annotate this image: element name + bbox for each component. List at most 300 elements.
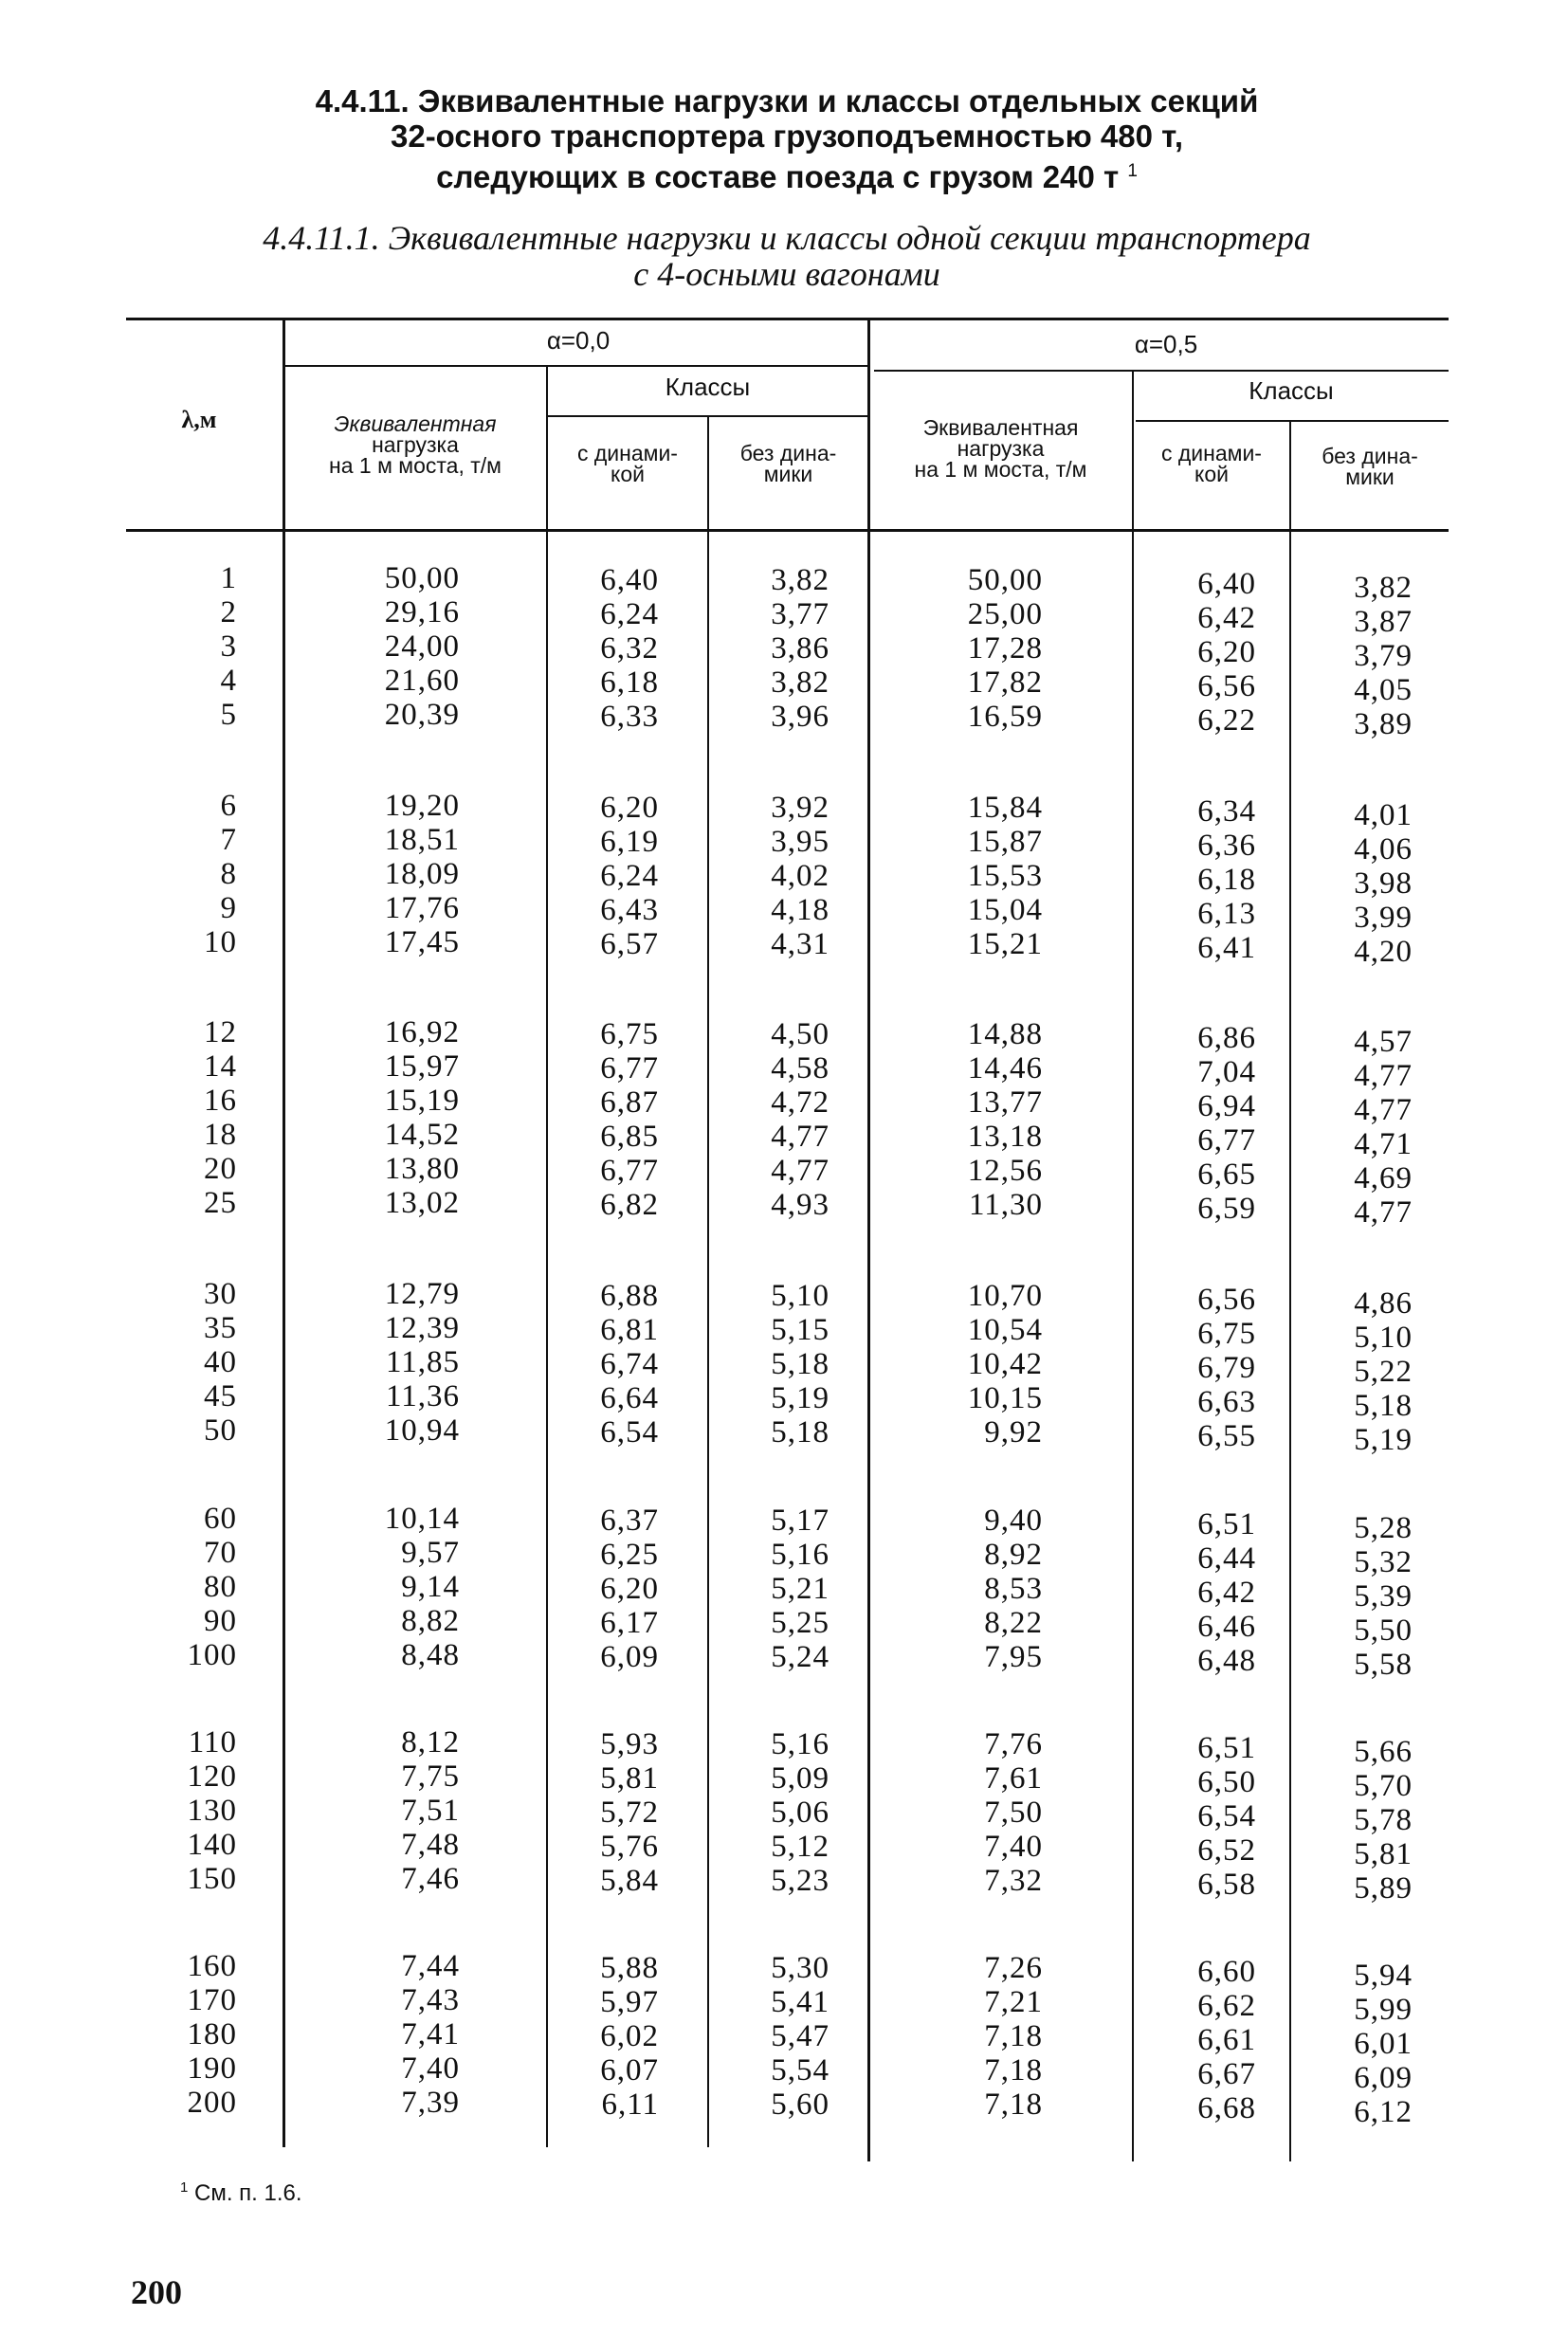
table-group-6-eq_a5-column [929, 1727, 1043, 1898]
eq-load-alpha5-cell: 10,70 [967, 1279, 1043, 1313]
eq-load-alpha0-cell: 7,46 [401, 1862, 460, 1896]
header-with-dyn-line-1: с динами- [1161, 441, 1262, 465]
class-nodyn-alpha5-cell: 5,81 [1354, 1837, 1413, 1871]
lambda-cell: 120 [187, 1759, 237, 1794]
header-no-dyn-alpha0 [709, 443, 867, 484]
class-nodyn-alpha5-cell: 6,01 [1354, 2027, 1413, 2061]
class-dyn-alpha0-cell: 6,11 [601, 2088, 659, 2122]
class-nodyn-alpha5-cell: 4,77 [1354, 1093, 1413, 1127]
class-nodyn-alpha0-cell: 4,72 [771, 1085, 830, 1120]
subsection-title-line-1: 4.4.11.1. Эквивалентные нагрузки и классы одной секции транспортера [263, 219, 1311, 257]
eq-load-alpha0-cell: 19,20 [384, 789, 460, 823]
lambda-cell: 18 [204, 1118, 237, 1152]
lambda-column-divider [283, 318, 285, 2147]
class-dyn-alpha0-cell: 6,40 [600, 563, 659, 597]
lambda-cell: 60 [204, 1502, 237, 1536]
table-group-6-nodyn_a5-column [1322, 1735, 1413, 1905]
table-group-5-eq_a5-column [929, 1504, 1043, 1674]
eq-load-alpha5-cell: 7,50 [984, 1796, 1043, 1830]
table-group-1-dyn_a5-column [1166, 567, 1256, 738]
lambda-cell: 2 [220, 595, 237, 629]
class-dyn-alpha0-cell: 6,81 [600, 1313, 659, 1347]
class-dyn-alpha5-cell: 6,34 [1197, 794, 1256, 829]
class-dyn-alpha0-cell: 6,18 [600, 665, 659, 700]
table-group-4-dyn_a5-column [1166, 1283, 1256, 1453]
eq-load-alpha5-cell: 7,18 [984, 2053, 1043, 2088]
class-dyn-alpha5-cell: 6,56 [1197, 1283, 1256, 1317]
eq-load-alpha5-cell: 25,00 [967, 597, 1043, 631]
table-group-5-dyn_a5-column [1166, 1507, 1256, 1678]
footnote [180, 2179, 302, 2207]
class-nodyn-alpha5-cell: 5,32 [1354, 1545, 1413, 1579]
class-dyn-alpha0-cell: 6,64 [600, 1381, 659, 1415]
class-dyn-alpha5-cell: 6,36 [1197, 829, 1256, 863]
class-nodyn-alpha5-cell: 5,70 [1354, 1769, 1413, 1803]
table-group-7-dyn_a0-column [569, 1951, 659, 2122]
eq-load-alpha0-cell: 7,40 [401, 2051, 460, 2086]
class-nodyn-alpha0-cell: 4,77 [771, 1154, 830, 1188]
section-title-line-3-text: следующих в составе поезда с грузом 240 т [436, 159, 1120, 194]
class-dyn-alpha5-cell: 6,42 [1197, 1576, 1256, 1610]
class-nodyn-alpha5-cell: 5,19 [1354, 1423, 1413, 1457]
eq-load-alpha0-cell: 7,43 [401, 1983, 460, 2017]
eq-load-alpha5-cell: 7,40 [984, 1830, 1043, 1864]
lambda-cell: 5 [220, 698, 237, 732]
eq-load-alpha5-cell: 8,22 [984, 1606, 1043, 1640]
header-alpha-0: α=0,0 [546, 326, 611, 355]
class-nodyn-alpha0-cell: 5,41 [771, 1985, 830, 2019]
class-dyn-alpha0-cell: 6,20 [600, 791, 659, 825]
class-dyn-alpha0-cell: 6,87 [600, 1085, 659, 1120]
class-dyn-alpha5-cell: 6,60 [1197, 1955, 1256, 1989]
class-dyn-alpha0-cell: 5,76 [600, 1830, 659, 1864]
class-dyn-alpha0-cell: 6,24 [600, 859, 659, 893]
table-group-6-lambda-column [133, 1725, 237, 1896]
header-bottom-rule [126, 529, 1449, 532]
table-group-3-dyn_a5-column [1166, 1021, 1256, 1226]
class-dyn-alpha5-cell: 6,63 [1197, 1385, 1256, 1419]
class-nodyn-alpha0-cell: 3,96 [771, 700, 830, 734]
lambda-cell: 12 [204, 1015, 237, 1049]
class-nodyn-alpha0-cell: 5,09 [771, 1761, 830, 1796]
class-dyn-alpha0-cell: 5,81 [600, 1761, 659, 1796]
class-nodyn-alpha0-cell: 5,17 [771, 1504, 830, 1538]
alpha0-classes-divider [707, 415, 709, 2147]
table-group-6-dyn_a0-column [569, 1727, 659, 1898]
class-nodyn-alpha5-cell: 3,79 [1354, 639, 1413, 673]
header-no-dyn-line-2: мики [1345, 465, 1395, 489]
eq-load-alpha5-cell: 15,84 [967, 791, 1043, 825]
class-dyn-alpha5-cell: 6,52 [1197, 1833, 1256, 1868]
eq-load-alpha5-cell: 17,28 [967, 631, 1043, 665]
eq-load-alpha5-cell: 10,54 [967, 1313, 1043, 1347]
table-group-3-eq_a0-column [351, 1015, 460, 1220]
class-dyn-alpha0-cell: 6,17 [600, 1606, 659, 1640]
lambda-cell: 8 [220, 857, 237, 891]
table-group-2-nodyn_a5-column [1322, 798, 1413, 969]
table-group-2-dyn_a5-column [1166, 794, 1256, 965]
class-nodyn-alpha0-cell: 5,25 [771, 1606, 830, 1640]
class-dyn-alpha5-cell: 6,94 [1197, 1089, 1256, 1123]
table-group-6-dyn_a5-column [1166, 1731, 1256, 1902]
lambda-cell: 80 [204, 1570, 237, 1604]
eq-load-alpha0-cell: 11,85 [385, 1345, 460, 1379]
class-dyn-alpha0-cell: 6,88 [600, 1279, 659, 1313]
class-nodyn-alpha0-cell: 5,21 [771, 1572, 830, 1606]
header-eq-load-line-1: Эквивалентная [334, 411, 497, 436]
eq-load-alpha5-cell: 7,18 [984, 2088, 1043, 2122]
class-dyn-alpha0-cell: 6,85 [600, 1120, 659, 1154]
class-nodyn-alpha0-cell: 5,30 [771, 1951, 830, 1985]
class-nodyn-alpha0-cell: 4,77 [771, 1120, 830, 1154]
eq-load-alpha5-cell: 7,32 [984, 1864, 1043, 1898]
lambda-cell: 10 [204, 925, 237, 959]
table-group-3-nodyn_a5-column [1322, 1025, 1413, 1230]
header-eq-load-line-2: нагрузка [372, 432, 459, 457]
class-dyn-alpha5-cell: 6,68 [1197, 2091, 1256, 2125]
class-dyn-alpha5-cell: 6,50 [1197, 1765, 1256, 1799]
header-eq-load-alpha0 [284, 413, 546, 476]
eq-load-alpha0-cell: 7,44 [401, 1949, 460, 1983]
class-nodyn-alpha0-cell: 5,24 [771, 1640, 830, 1674]
class-dyn-alpha5-cell: 6,51 [1197, 1731, 1256, 1765]
header-eq-load-line-3: на 1 м моста, т/м [914, 457, 1087, 482]
header-alpha-5: α=0,5 [1134, 330, 1198, 358]
table-group-7-lambda-column [133, 1949, 237, 2120]
class-dyn-alpha5-cell: 6,20 [1197, 635, 1256, 669]
table-group-1-lambda-column [133, 561, 237, 732]
eq-load-alpha0-cell: 11,36 [385, 1379, 460, 1413]
header-eq-load-line-1: Эквивалентная [922, 415, 1079, 440]
header-eq-load-alpha5 [869, 417, 1132, 480]
class-nodyn-alpha0-cell: 3,82 [771, 563, 830, 597]
lambda-cell: 25 [204, 1186, 237, 1220]
eq-load-alpha0-cell: 12,79 [384, 1277, 460, 1311]
class-dyn-alpha0-cell: 5,97 [600, 1985, 659, 2019]
header-with-dyn-alpha5 [1134, 443, 1289, 484]
eq-load-alpha5-cell: 7,18 [984, 2019, 1043, 2053]
class-nodyn-alpha0-cell: 5,19 [771, 1381, 830, 1415]
class-nodyn-alpha5-cell: 6,09 [1354, 2061, 1413, 2095]
class-dyn-alpha5-cell: 6,22 [1197, 703, 1256, 738]
class-nodyn-alpha5-cell: 4,71 [1354, 1127, 1413, 1161]
lambda-cell: 180 [187, 2017, 237, 2051]
class-nodyn-alpha5-cell: 5,18 [1354, 1389, 1413, 1423]
class-dyn-alpha5-cell: 6,48 [1197, 1644, 1256, 1678]
alpha0-eq-divider [546, 365, 548, 2147]
class-nodyn-alpha5-cell: 5,94 [1354, 1959, 1413, 1993]
class-nodyn-alpha0-cell: 5,23 [771, 1864, 830, 1898]
alpha5-eq-divider [1132, 370, 1134, 2161]
table-group-3-dyn_a0-column [569, 1017, 659, 1222]
eq-load-alpha5-cell: 50,00 [967, 563, 1043, 597]
lambda-cell: 30 [204, 1277, 237, 1311]
eq-load-alpha5-cell: 15,21 [967, 927, 1043, 961]
class-dyn-alpha0-cell: 6,19 [600, 825, 659, 859]
class-dyn-alpha5-cell: 6,79 [1197, 1351, 1256, 1385]
table-group-4-eq_a5-column [929, 1279, 1043, 1449]
eq-load-alpha0-cell: 50,00 [384, 561, 460, 595]
eq-load-alpha5-cell: 7,21 [984, 1985, 1043, 2019]
eq-load-alpha5-cell: 7,95 [984, 1640, 1043, 1674]
class-dyn-alpha5-cell: 6,61 [1197, 2023, 1256, 2057]
class-dyn-alpha5-cell: 6,51 [1197, 1507, 1256, 1541]
class-dyn-alpha5-cell: 6,54 [1197, 1799, 1256, 1833]
eq-load-alpha0-cell: 7,41 [401, 2017, 460, 2051]
eq-load-alpha5-cell: 13,18 [967, 1120, 1043, 1154]
table-group-3-eq_a5-column [929, 1017, 1043, 1222]
lambda-cell: 4 [220, 664, 237, 698]
eq-load-alpha5-cell: 9,92 [984, 1415, 1043, 1449]
lambda-cell: 160 [187, 1949, 237, 1983]
table-group-4-lambda-column [133, 1277, 237, 1448]
table-group-1-eq_a5-column [929, 563, 1043, 734]
class-dyn-alpha0-cell: 6,43 [600, 893, 659, 927]
class-dyn-alpha0-cell: 6,77 [600, 1051, 659, 1085]
header-with-dyn-line-2: кой [1194, 462, 1229, 486]
eq-load-alpha0-cell: 15,97 [384, 1049, 460, 1084]
class-nodyn-alpha0-cell: 3,86 [771, 631, 830, 665]
eq-load-alpha0-cell: 8,82 [401, 1604, 460, 1638]
lambda-cell: 70 [204, 1536, 237, 1570]
alpha5-classes-divider [1289, 420, 1291, 2161]
class-nodyn-alpha5-cell: 3,89 [1354, 707, 1413, 741]
class-dyn-alpha5-cell: 6,75 [1197, 1317, 1256, 1351]
class-nodyn-alpha0-cell: 5,16 [771, 1727, 830, 1761]
class-nodyn-alpha5-cell: 5,58 [1354, 1648, 1413, 1682]
lambda-cell: 14 [204, 1049, 237, 1084]
lambda-cell: 1 [220, 561, 237, 595]
class-dyn-alpha0-cell: 6,07 [600, 2053, 659, 2088]
footnote-text: См. п. 1.6. [194, 2180, 302, 2206]
class-dyn-alpha0-cell: 5,88 [600, 1951, 659, 1985]
class-dyn-alpha5-cell: 6,40 [1197, 567, 1256, 601]
eq-load-alpha0-cell: 21,60 [384, 664, 460, 698]
class-dyn-alpha5-cell: 6,86 [1197, 1021, 1256, 1055]
class-nodyn-alpha5-cell: 3,99 [1354, 901, 1413, 935]
class-dyn-alpha5-cell: 6,41 [1197, 931, 1256, 965]
lambda-cell: 7 [220, 823, 237, 857]
alpha5-group-rule [874, 370, 1449, 372]
header-with-dyn-alpha0 [548, 443, 707, 484]
table-group-1-nodyn_a5-column [1322, 571, 1413, 741]
table-group-5-eq_a0-column [351, 1502, 460, 1672]
table-group-2-nodyn_a0-column [739, 791, 830, 961]
eq-load-alpha0-cell: 29,16 [384, 595, 460, 629]
section-title-line-1: 4.4.11. Эквивалентные нагрузки и классы отдельных секций [315, 83, 1259, 119]
table-group-3-nodyn_a0-column [739, 1017, 830, 1222]
section-title [190, 83, 1384, 194]
class-dyn-alpha5-cell: 6,46 [1197, 1610, 1256, 1644]
header-with-dyn-line-1: с динами- [577, 441, 678, 465]
lambda-cell: 170 [187, 1983, 237, 2017]
table-top-rule [126, 318, 1449, 320]
eq-load-alpha0-cell: 15,19 [384, 1084, 460, 1118]
class-dyn-alpha0-cell: 6,02 [600, 2019, 659, 2053]
eq-load-alpha5-cell: 10,15 [967, 1381, 1043, 1415]
table-group-2-dyn_a0-column [569, 791, 659, 961]
eq-load-alpha0-cell: 7,48 [401, 1828, 460, 1862]
table-group-3-lambda-column [133, 1015, 237, 1220]
class-nodyn-alpha5-cell: 5,78 [1354, 1803, 1413, 1837]
class-nodyn-alpha0-cell: 4,18 [771, 893, 830, 927]
header-no-dyn-line-1: без дина- [739, 441, 837, 465]
eq-load-alpha5-cell: 11,30 [968, 1188, 1043, 1222]
table-group-5-nodyn_a5-column [1322, 1511, 1413, 1682]
class-nodyn-alpha5-cell: 4,20 [1354, 935, 1413, 969]
lambda-cell: 9 [220, 891, 237, 925]
alpha0-group-rule [284, 365, 867, 367]
lambda-cell: 110 [188, 1725, 237, 1759]
lambda-cell: 50 [204, 1413, 237, 1448]
eq-load-alpha0-cell: 7,51 [401, 1794, 460, 1828]
class-dyn-alpha0-cell: 6,54 [600, 1415, 659, 1449]
footnote-reference: 1 [1127, 161, 1138, 181]
table-group-7-nodyn_a5-column [1322, 1959, 1413, 2129]
eq-load-alpha0-cell: 14,52 [384, 1118, 460, 1152]
lambda-cell: 16 [204, 1084, 237, 1118]
lambda-cell: 100 [187, 1638, 237, 1672]
lambda-cell: 3 [220, 629, 237, 664]
class-dyn-alpha5-cell: 6,55 [1197, 1419, 1256, 1453]
class-nodyn-alpha5-cell: 5,66 [1354, 1735, 1413, 1769]
class-nodyn-alpha5-cell: 4,86 [1354, 1286, 1413, 1321]
class-nodyn-alpha0-cell: 5,18 [771, 1415, 830, 1449]
class-dyn-alpha5-cell: 6,13 [1197, 897, 1256, 931]
eq-load-alpha0-cell: 8,48 [401, 1638, 460, 1672]
eq-load-alpha0-cell: 8,12 [401, 1725, 460, 1759]
class-dyn-alpha5-cell: 6,59 [1197, 1192, 1256, 1226]
header-no-dyn-line-2: мики [763, 462, 813, 486]
class-dyn-alpha0-cell: 6,57 [600, 927, 659, 961]
table-group-7-eq_a0-column [351, 1949, 460, 2120]
class-nodyn-alpha0-cell: 3,77 [771, 597, 830, 631]
class-nodyn-alpha5-cell: 4,01 [1354, 798, 1413, 832]
lambda-cell: 200 [187, 2086, 237, 2120]
lambda-cell: 6 [220, 789, 237, 823]
header-no-dyn-line-1: без дина- [1322, 444, 1418, 468]
header-no-dyn-alpha5 [1291, 446, 1449, 487]
footnote-mark: 1 [180, 2179, 189, 2196]
class-dyn-alpha0-cell: 5,84 [600, 1864, 659, 1898]
class-nodyn-alpha5-cell: 5,28 [1354, 1511, 1413, 1545]
class-nodyn-alpha5-cell: 4,77 [1354, 1195, 1413, 1230]
table-group-6-nodyn_a0-column [739, 1727, 830, 1898]
class-dyn-alpha5-cell: 6,58 [1197, 1868, 1256, 1902]
class-nodyn-alpha0-cell: 4,02 [771, 859, 830, 893]
eq-load-alpha0-cell: 18,51 [384, 823, 460, 857]
eq-load-alpha5-cell: 12,56 [967, 1154, 1043, 1188]
page-number: 200 [131, 2273, 182, 2311]
lambda-cell: 35 [204, 1311, 237, 1345]
class-dyn-alpha0-cell: 6,32 [600, 631, 659, 665]
table-group-7-eq_a5-column [929, 1951, 1043, 2122]
class-dyn-alpha5-cell: 6,65 [1197, 1158, 1256, 1192]
table-group-4-eq_a0-column [351, 1277, 460, 1448]
table-group-4-dyn_a0-column [569, 1279, 659, 1449]
class-dyn-alpha5-cell: 6,56 [1197, 669, 1256, 703]
eq-load-alpha5-cell: 8,53 [984, 1572, 1043, 1606]
class-nodyn-alpha5-cell: 4,06 [1354, 832, 1413, 866]
eq-load-alpha0-cell: 17,45 [384, 925, 460, 959]
table-group-5-lambda-column [133, 1502, 237, 1672]
eq-load-alpha0-cell: 10,14 [384, 1502, 460, 1536]
lambda-cell: 90 [204, 1604, 237, 1638]
eq-load-alpha0-cell: 7,39 [401, 2086, 460, 2120]
alpha5-classes-rule [1136, 420, 1449, 422]
class-dyn-alpha0-cell: 6,20 [600, 1572, 659, 1606]
class-dyn-alpha5-cell: 6,44 [1197, 1541, 1256, 1576]
eq-load-alpha0-cell: 9,14 [401, 1570, 460, 1604]
class-nodyn-alpha5-cell: 3,98 [1354, 866, 1413, 901]
table-group-6-eq_a0-column [351, 1725, 460, 1896]
eq-load-alpha5-cell: 14,46 [967, 1051, 1043, 1085]
class-dyn-alpha0-cell: 6,25 [600, 1538, 659, 1572]
class-dyn-alpha0-cell: 6,77 [600, 1154, 659, 1188]
eq-load-alpha5-cell: 15,87 [967, 825, 1043, 859]
eq-load-alpha0-cell: 10,94 [384, 1413, 460, 1448]
header-eq-load-line-3: на 1 м моста, т/м [329, 453, 501, 478]
eq-load-alpha5-cell: 7,76 [984, 1727, 1043, 1761]
class-nodyn-alpha0-cell: 3,95 [771, 825, 830, 859]
eq-load-alpha5-cell: 9,40 [984, 1504, 1043, 1538]
class-nodyn-alpha5-cell: 5,89 [1354, 1871, 1413, 1905]
subsection-title [190, 220, 1384, 292]
section-title-line-3 [190, 154, 1384, 194]
eq-load-alpha0-cell: 13,02 [384, 1186, 460, 1220]
table-group-4-nodyn_a0-column [739, 1279, 830, 1449]
eq-load-alpha0-cell: 7,75 [401, 1759, 460, 1794]
eq-load-alpha0-cell: 12,39 [384, 1311, 460, 1345]
eq-load-alpha5-cell: 16,59 [967, 700, 1043, 734]
class-nodyn-alpha0-cell: 5,16 [771, 1538, 830, 1572]
eq-load-alpha0-cell: 24,00 [384, 629, 460, 664]
class-nodyn-alpha0-cell: 4,58 [771, 1051, 830, 1085]
class-dyn-alpha0-cell: 6,74 [600, 1347, 659, 1381]
table-group-2-eq_a0-column [351, 789, 460, 959]
lambda-cell: 140 [187, 1828, 237, 1862]
class-dyn-alpha0-cell: 6,37 [600, 1504, 659, 1538]
table-group-1-dyn_a0-column [569, 563, 659, 734]
class-nodyn-alpha0-cell: 5,12 [771, 1830, 830, 1864]
table-group-5-dyn_a0-column [569, 1504, 659, 1674]
lambda-cell: 20 [204, 1152, 237, 1186]
header-classes-alpha0: Классы [665, 373, 751, 401]
lambda-cell: 190 [187, 2051, 237, 2086]
class-nodyn-alpha0-cell: 3,82 [771, 665, 830, 700]
class-nodyn-alpha5-cell: 4,57 [1354, 1025, 1413, 1059]
class-nodyn-alpha5-cell: 3,82 [1354, 571, 1413, 605]
eq-load-alpha5-cell: 7,61 [984, 1761, 1043, 1796]
eq-load-alpha0-cell: 20,39 [384, 698, 460, 732]
class-nodyn-alpha0-cell: 5,60 [771, 2088, 830, 2122]
eq-load-alpha0-cell: 9,57 [401, 1536, 460, 1570]
class-dyn-alpha5-cell: 6,77 [1197, 1123, 1256, 1158]
class-nodyn-alpha5-cell: 5,50 [1354, 1614, 1413, 1648]
eq-load-alpha0-cell: 13,80 [384, 1152, 460, 1186]
class-nodyn-alpha5-cell: 6,12 [1354, 2095, 1413, 2129]
class-dyn-alpha0-cell: 5,72 [600, 1796, 659, 1830]
eq-load-alpha5-cell: 15,53 [967, 859, 1043, 893]
class-dyn-alpha5-cell: 6,67 [1197, 2057, 1256, 2091]
eq-load-alpha5-cell: 15,04 [967, 893, 1043, 927]
table-group-7-nodyn_a0-column [739, 1951, 830, 2122]
eq-load-alpha5-cell: 13,77 [967, 1085, 1043, 1120]
subsection-title-line-2: с 4-осными вагонами [633, 255, 940, 293]
class-dyn-alpha5-cell: 6,18 [1197, 863, 1256, 897]
eq-load-alpha5-cell: 14,88 [967, 1017, 1043, 1051]
eq-load-alpha0-cell: 17,76 [384, 891, 460, 925]
